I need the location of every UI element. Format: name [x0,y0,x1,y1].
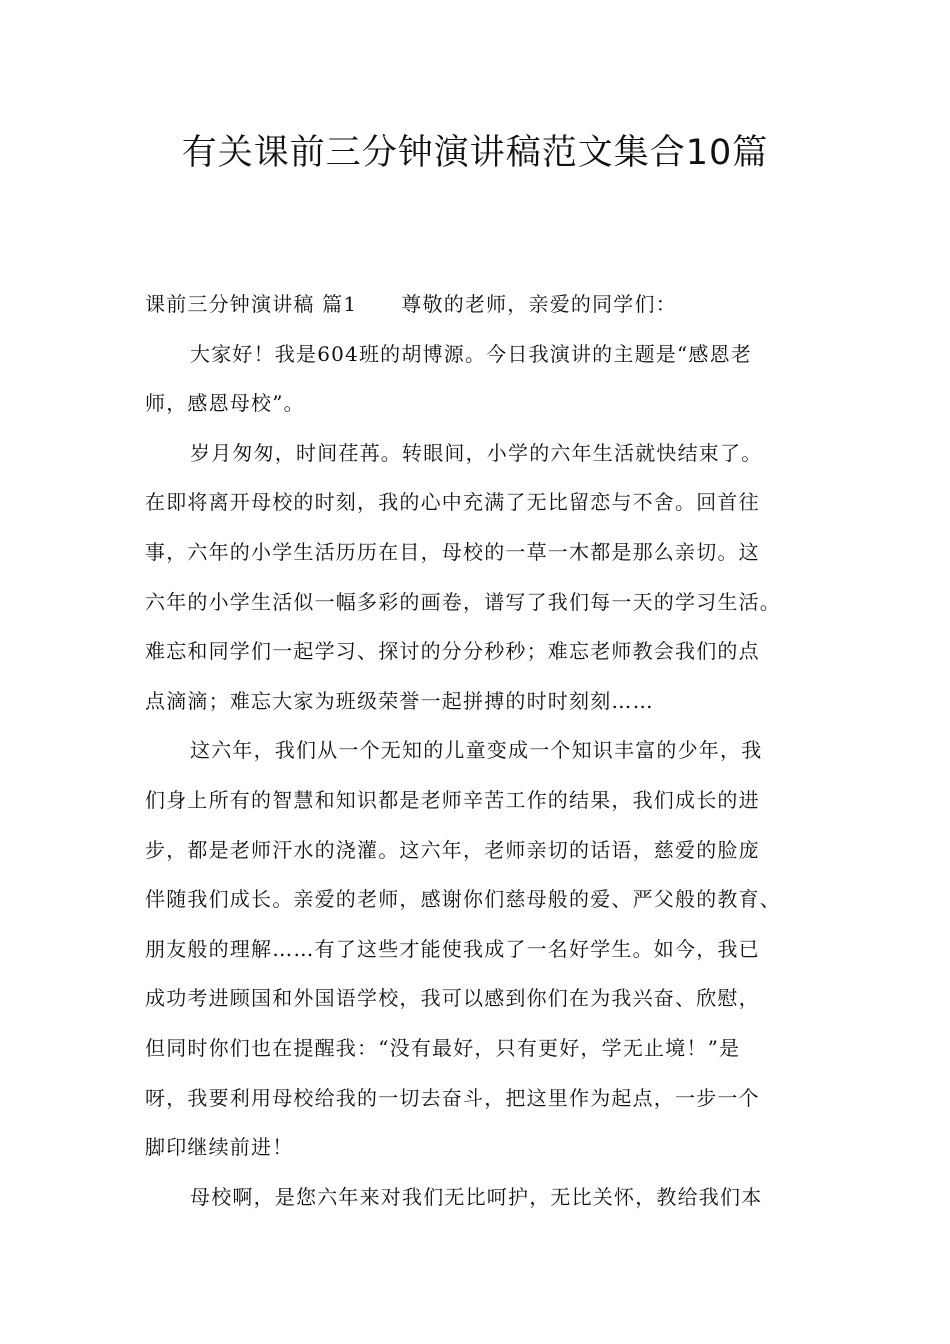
text-line: 朋友般的理解……有了这些才能使我成了一名好学生。如今，我已 [145,936,760,961]
text-line: 点滴滴；难忘大家为班级荣誉一起拼搏的时时刻刻…… [145,688,654,713]
text-line: 这六年，我们从一个无知的儿童变成一个知识丰富的少年，我 [190,738,763,763]
document-body [145,280,825,1222]
text-line: 呀，我要利用母校给我的一切去奋斗，把这里作为起点，一步一个 [145,1085,760,1110]
text-line: 成功考进顾国和外国语学校，我可以感到你们在为我兴奋、欣慰， [145,986,760,1011]
text-line: 大家好！我是604班的胡博源。今日我演讲的主题是“感恩老 [190,341,752,366]
document-title: 有关课前三分钟演讲稿范文集合10篇 [181,133,769,173]
text-line: 难忘和同学们一起学习、探讨的分分秒秒；难忘老师教会我们的点 [145,639,760,664]
text-line: 事，六年的小学生活历历在目，母校的一草一木都是那么亲切。这 [145,539,760,564]
text-line: 在即将离开母校的时刻，我的心中充满了无比留恋与不舍。回首往 [145,490,760,515]
text-line: 母校啊，是您六年来对我们无比呵护，无比关怀，教给我们本 [190,1184,763,1209]
text-line: 岁月匆匆，时间荏苒。转眼间，小学的六年生活就快结束了。 [190,440,763,465]
text-line: 师，感恩母校”。 [145,391,305,416]
text-line: 六年的小学生活似一幅多彩的画卷，谱写了我们每一天的学习生活。 [145,589,781,614]
section-heading: 课前三分钟演讲稿 篇1 [145,292,358,316]
salutation: 尊敬的老师，亲爱的同学们： [401,292,677,316]
text-line: 但同时你们也在提醒我：“没有最好，只有更好，学无止境！”是 [145,1035,741,1060]
text-line: 伴随我们成长。亲爱的老师，感谢你们慈母般的爱、严父般的教育、 [145,887,781,912]
text-line: 步，都是老师汗水的浇灌。这六年，老师亲切的话语，慈爱的脸庞 [145,837,760,862]
text-line: 脚印继续前进！ [145,1135,294,1160]
section-heading-line [145,280,825,330]
text-line: 们身上所有的智慧和知识都是老师辛苦工作的结果，我们成长的进 [145,787,760,812]
